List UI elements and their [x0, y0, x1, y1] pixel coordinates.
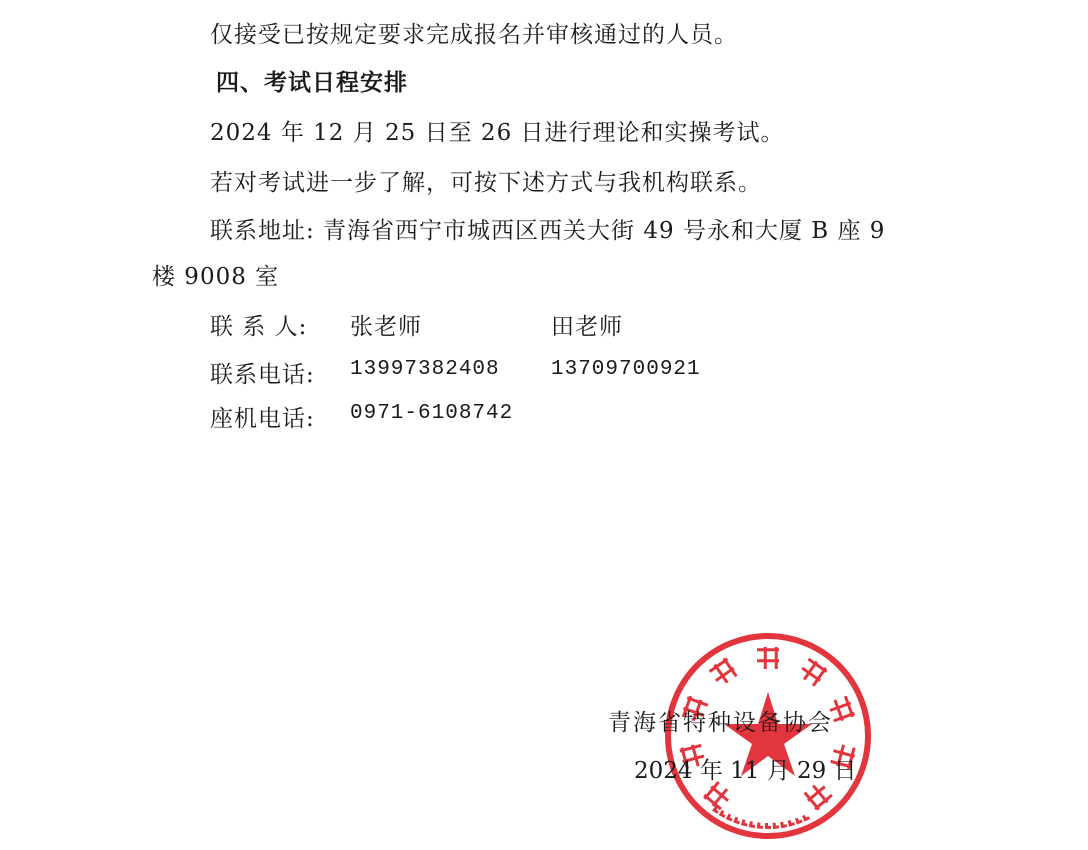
signature-date: 2024 年 11 月 29 日 — [634, 758, 857, 784]
landline-number: 0971-6108742 — [350, 402, 514, 425]
signature-organization: 青海省特种设备协会 — [608, 710, 833, 736]
phone-number-2: 13709700921 — [551, 358, 701, 381]
address-line-1: 联系地址: 青海省西宁市城西区西关大街 49 号永和大厦 B 座 9 — [210, 218, 886, 244]
seal-code-mark — [749, 821, 756, 828]
seal-code-mark — [757, 822, 764, 829]
seal-code-mark — [741, 819, 748, 826]
seal-code-mark — [726, 814, 734, 822]
section-heading-schedule: 四、考试日程安排 — [216, 70, 408, 96]
seal-code-mark — [765, 823, 771, 829]
phone-label: 联系电话: — [210, 362, 315, 388]
seal-code-mark — [780, 821, 787, 828]
seal-character-mark — [708, 657, 739, 688]
seal-code-mark — [788, 819, 795, 826]
contact-person-1: 张老师 — [350, 314, 422, 340]
seal-code-mark — [795, 817, 803, 825]
seal-character-mark — [797, 657, 828, 688]
landline-label: 座机电话: — [210, 406, 315, 432]
seal-code-mark — [719, 810, 727, 818]
seal-character-mark — [757, 647, 779, 669]
exam-schedule-text: 2024 年 12 月 25 日至 26 日进行理论和实操考试。 — [210, 120, 785, 146]
contact-person-2: 田老师 — [551, 314, 623, 340]
seal-code-mark — [773, 822, 780, 829]
contact-intro-text: 若对考试进一步了解，可按下述方式与我机构联系。 — [210, 170, 762, 196]
phone-number-1: 13997382408 — [350, 358, 500, 381]
body-line-registration: 仅接受已按规定要求完成报名并审核通过的人员。 — [210, 22, 738, 48]
address-line-2: 楼 9008 室 — [152, 264, 280, 290]
seal-code-mark — [733, 817, 741, 825]
seal-code-mark — [802, 814, 810, 822]
contact-person-label: 联 系 人: — [210, 314, 308, 340]
